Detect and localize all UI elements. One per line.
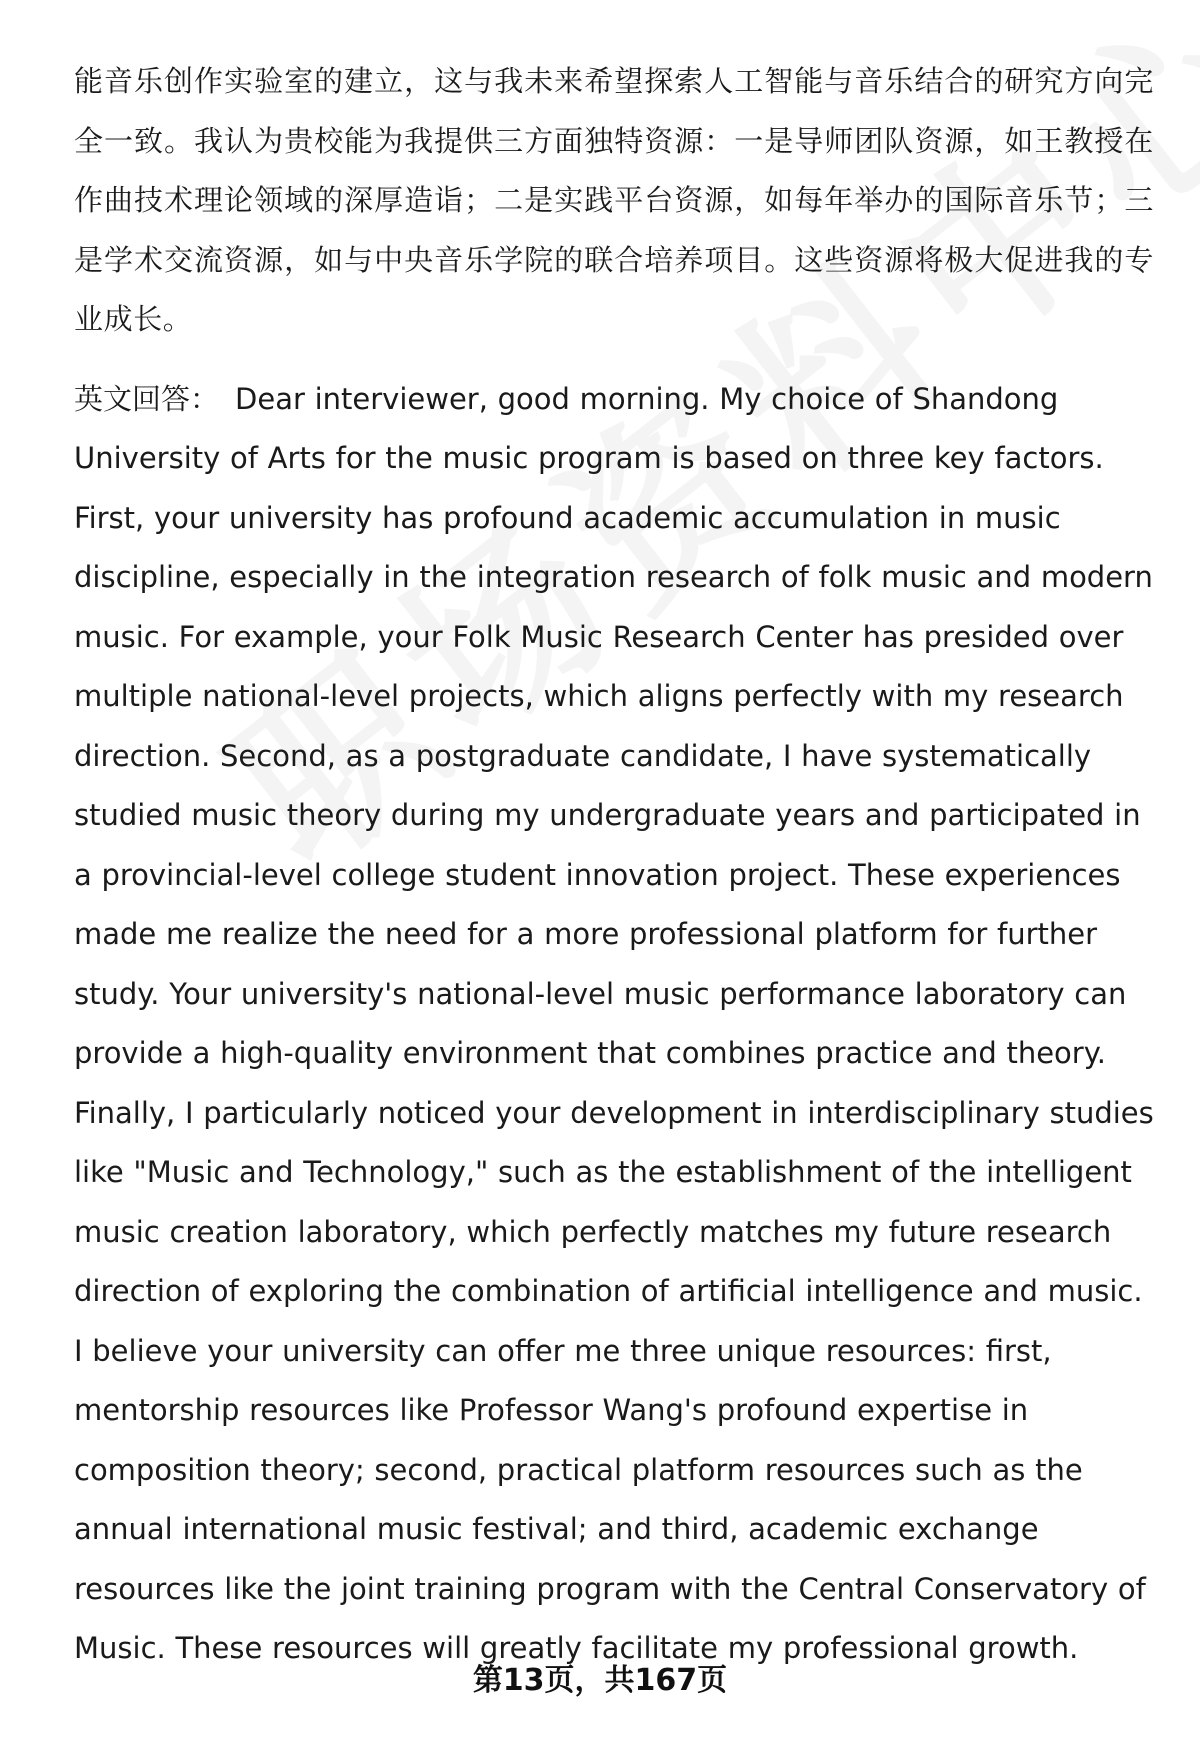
english-answer-paragraph bbox=[74, 370, 1154, 1679]
english-answer-label: 英文回答： bbox=[74, 381, 220, 416]
chinese-paragraph: 能音乐创作实验室的建立，这与我未来希望探索人工智能与音乐结合的研究方向完全一致。我认为贵校能为我提供三方面独特资源：一是导师团队资源，如王教授在作曲技术理论领域的深厚造诣；二是实践平台资源，如每年举办的国际音乐节；三是学术交流资源，如与中央音乐学院的联合培养项目。这些资源将极大促进我的专业成长。 bbox=[74, 64, 1154, 336]
page-number-footer: 第13页，共167页 bbox=[472, 1663, 728, 1698]
english-answer-text: Dear interviewer, good morning. My choice of Shandong University of Arts for the music program is based on three key factors. First, your university has profound academic accumulation in music discipline, especially in the integration research of folk music and modern music. For example, your Folk Music Research Center has presided over multiple national-level projects, which aligns perfectly with my research direction. Second, as a postgraduate candidate, I have systematically studied music theory during my undergraduate years and participated in a provincial-level college student innovation project. These experiences made me realize the need for a more professional platform for further study. Your university's national-level music performance laboratory can provide a high-quality environment that combines practice and theory. Finally, I particularly noticed your development in interdisciplinary studies like "Music and Technology," such as the establishment of the intelligent music creation laboratory, which perfectly matches my future research direction of exploring the combination of artificial intelligence and music. I believe your university can offer me three unique resources: first, mentorship resources like Professor Wang's profound expertise in composition theory; second, practical platform resources such as the annual international music festival; and third, academic exchange resources like the joint training program with the Central Conservatory of Music. These resources will greatly facilitate my professional growth. bbox=[74, 381, 1154, 1665]
document-body bbox=[74, 52, 1154, 1679]
